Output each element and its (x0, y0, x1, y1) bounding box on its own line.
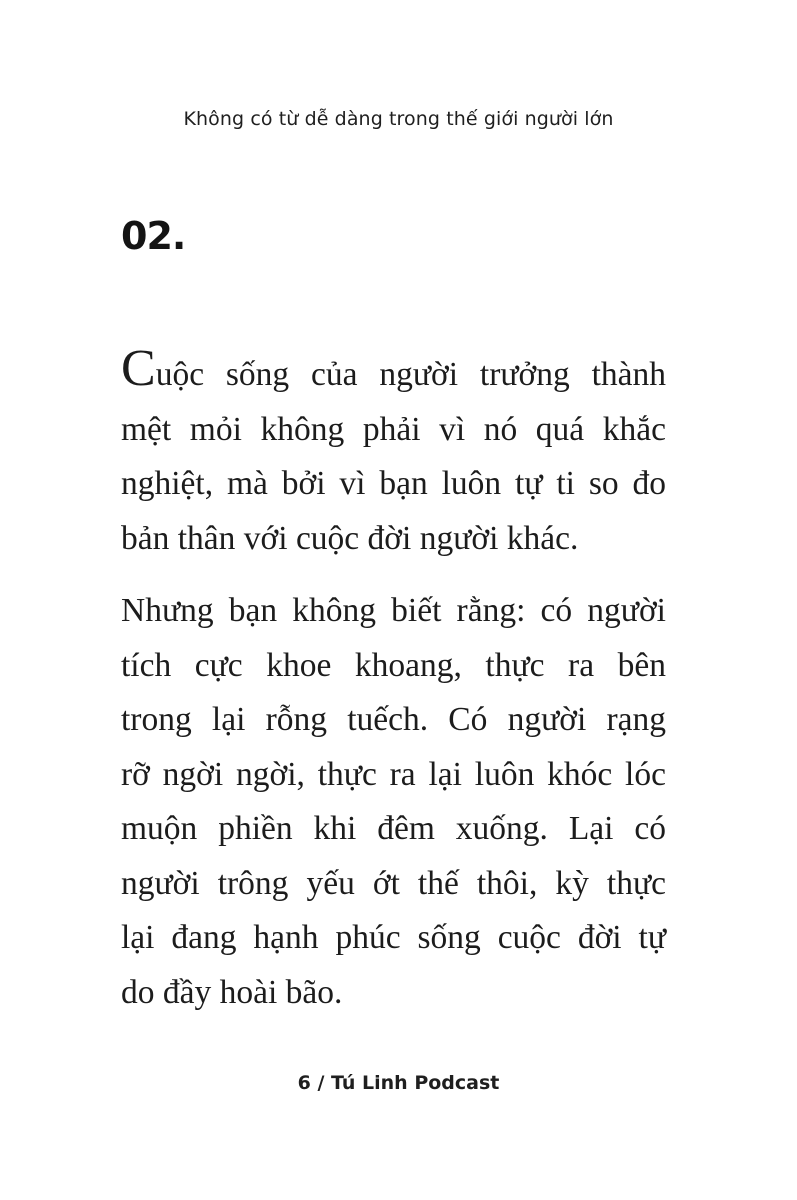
paragraph-line: Nhưng bạn không biết rằng: có người (121, 592, 666, 629)
paragraph-line: mệt mỏi không phải vì nó quá khắc (121, 410, 666, 448)
paragraph-line: muộn phiền khi đêm xuống. Lại có (121, 810, 666, 847)
running-header: Không có từ dễ dàng trong thế giới người lớn (183, 108, 614, 130)
paragraph-2 (121, 584, 666, 1020)
body-text (121, 340, 666, 1020)
paragraph-1 (121, 340, 666, 566)
drop-cap: C (121, 340, 156, 397)
paragraph-line (121, 340, 666, 403)
paragraph-line: bản thân với cuộc đời người khác. (121, 519, 579, 557)
paragraph-line: rỡ ngời ngời, thực ra lại luôn khóc lóc (121, 755, 666, 793)
line-text: uộc sống của người trưởng thành (155, 356, 666, 393)
paragraph-line: nghiệt, mà bởi vì bạn luôn tự ti so đo (121, 465, 666, 502)
page-folio: 6 / Tú Linh Podcast (297, 1072, 500, 1094)
paragraph-line: tích cực khoe khoang, thực ra bên (121, 646, 666, 684)
paragraph-line: người trông yếu ớt thế thôi, kỳ thực (121, 864, 666, 902)
paragraph-line: trong lại rỗng tuếch. Có người rạng (121, 701, 666, 738)
chapter-number: 02. (121, 214, 186, 258)
paragraph-line: do đầy hoài bão. (121, 973, 343, 1011)
paragraph-line: lại đang hạnh phúc sống cuộc đời tự (121, 919, 666, 956)
